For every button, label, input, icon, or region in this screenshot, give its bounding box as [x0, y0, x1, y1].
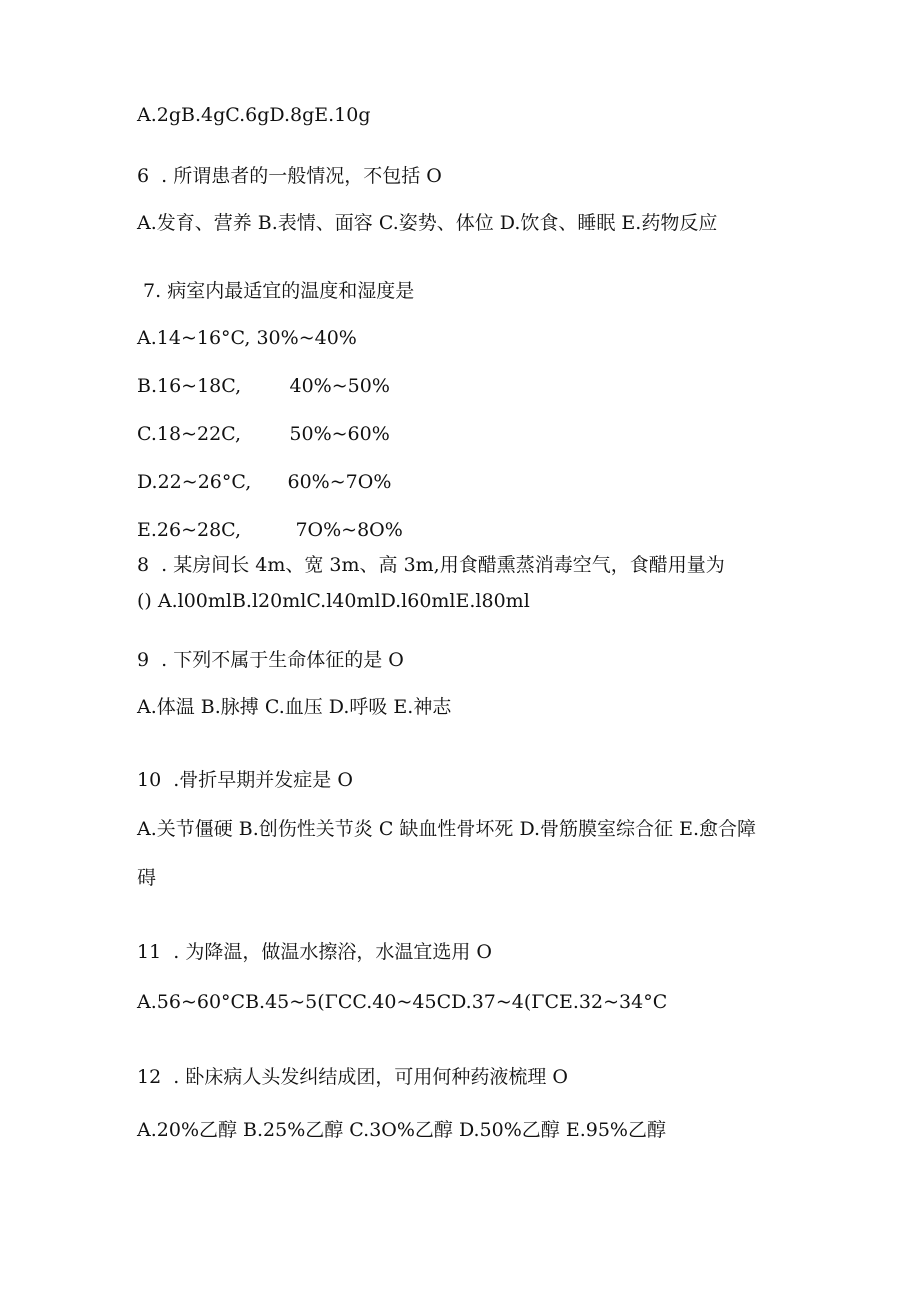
- question-10: 10 .骨折早期并发症是 O: [137, 769, 353, 791]
- question-8: 8 . 某房间长 4m、宽 3m、高 3m,用食醋熏蒸消毒空气，食醋用量为: [137, 554, 725, 576]
- answer-options-q10: A.关节僵硬 B.创伤性关节炎 C 缺血性骨坏死 D.骨筋膜室综合征 E.愈合障: [137, 818, 757, 840]
- answer-options-q9: A.体温 B.脉搏 C.血压 D.呼吸 E.神志: [137, 696, 452, 718]
- option-c-q7: C.18~22C, 50%~60%: [137, 423, 390, 445]
- answer-options-q6: A.发育、营养 B.表情、面容 C.姿势、体位 D.饮食、睡眠 E.药物反应: [137, 212, 718, 234]
- option-a-q7: A.14~16°C, 30%~40%: [137, 327, 357, 349]
- answer-options-q8: () A.l00mlB.l20mlC.l40mlD.l60mlE.l80ml: [137, 590, 530, 612]
- option-b-q7: B.16~18C, 40%~50%: [137, 375, 390, 397]
- question-11: 11 . 为降温，做温水擦浴，水温宜选用 O: [137, 941, 492, 963]
- option-e-q7: E.26~28C, 7O%~8O%: [137, 519, 403, 541]
- question-6: 6 . 所谓患者的一般情况，不包括 O: [137, 165, 442, 187]
- answer-options-q11: A.56~60°CB.45~5(ΓCC.40~45CD.37~4(ΓCE.32~34°C: [137, 991, 668, 1013]
- question-9: 9 . 下列不属于生命体征的是 O: [137, 649, 404, 671]
- option-d-q7: D.22~26°C, 60%~7O%: [137, 471, 392, 493]
- question-7: 7. 病室内最适宜的温度和湿度是: [137, 280, 415, 302]
- answer-options-q10-continued: 碍: [137, 867, 157, 889]
- question-12: 12 . 卧床病人头发纠结成团，可用何种药液梳理 O: [137, 1066, 568, 1088]
- answer-options-q5: A.2gB.4gC.6gD.8gE.10g: [137, 104, 371, 126]
- answer-options-q12: A.20%乙醇 B.25%乙醇 C.3O%乙醇 D.50%乙醇 E.95%乙醇: [137, 1119, 666, 1141]
